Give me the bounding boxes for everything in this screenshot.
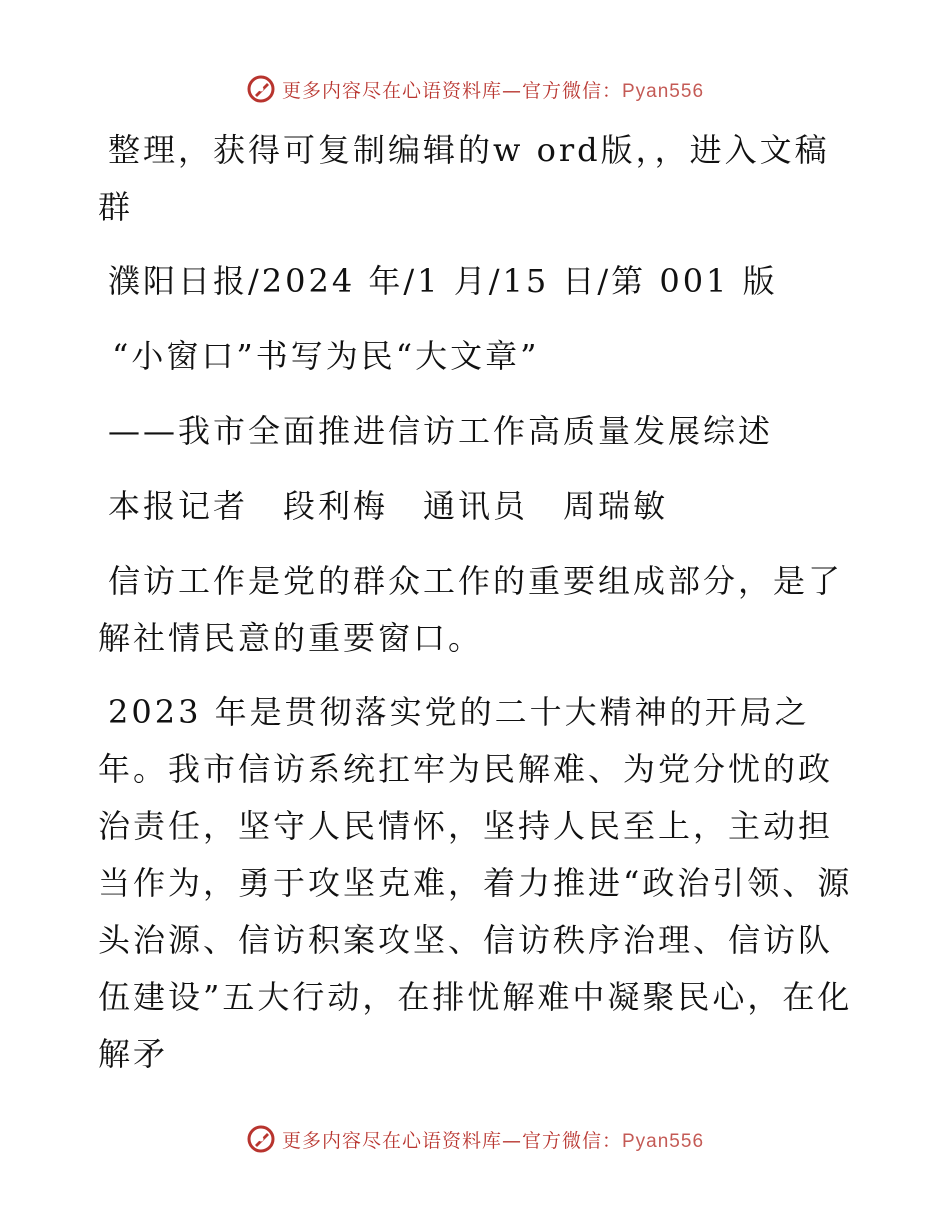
- publication-line: 濮阳日报/2024 年/1 月/15 日/第 001 版: [108, 262, 778, 300]
- article-title: “小窗口”书写为民“大文章”: [112, 337, 540, 375]
- quill-pen-logo-icon: [246, 1124, 276, 1154]
- byline: 本报记者 段利梅 通讯员 周瑞敏: [108, 487, 669, 525]
- article-subtitle: ——我市全面推进信访工作高质量发展综述: [108, 412, 774, 450]
- intro-note: 整理，获得可复制编辑的w ord版，，进入文稿群: [98, 131, 830, 226]
- watermark-text: 更多内容尽在心语资料库—官方微信：Pyan556: [281, 79, 705, 102]
- quill-pen-logo-icon: [246, 74, 276, 104]
- body-paragraph: 2023 年是贯彻落实党的二十大精神的开局之年。我市信访系统扛牢为民解难、为党分忧的政治责任，坚守人民情怀，坚持人民至上，主动担当作为，勇于攻坚克难，着力推进“政治引领、源头治源、信访积案攻坚、信访秩序治理、信访队伍建设”五大行动，在排忧解难中凝聚民心，在化解矛: [98, 693, 853, 1073]
- watermark-header: [0, 72, 950, 106]
- body-paragraph: 信访工作是党的群众工作的重要组成部分，是了解社情民意的重要窗口。: [98, 562, 844, 657]
- document-body: [98, 122, 858, 1100]
- watermark-text: 更多内容尽在心语资料库—官方微信：Pyan556: [281, 1129, 705, 1152]
- watermark-footer: [0, 1122, 950, 1156]
